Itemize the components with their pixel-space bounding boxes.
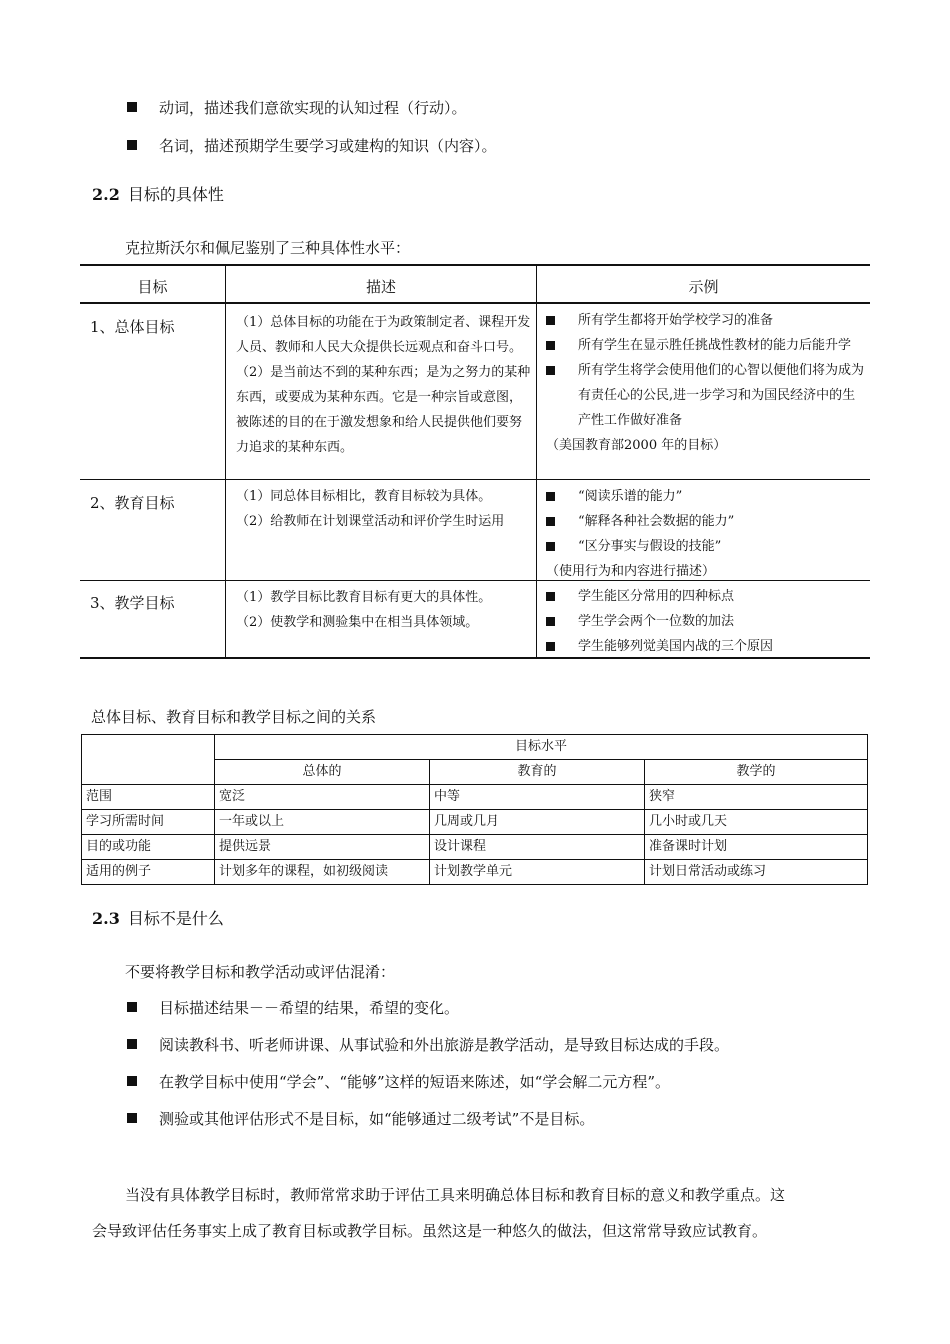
bullet-text: 在教学目标中使用“学会”、“能够”这样的短语来陈述，如“学会解二元方程”。	[159, 1073, 671, 1091]
row-label: 范围	[82, 785, 215, 810]
closing-paragraph-line: 会导致评估任务事实上成了教育目标或教学目标。虽然这是一种悠久的做法，但这常常导致应试教育。	[92, 1222, 768, 1240]
section-bullet	[127, 1035, 729, 1055]
section-number: 2.2	[92, 185, 120, 204]
example-item: “阅读乐谱的能力”	[578, 489, 683, 504]
table-cell: 计划教学单元	[430, 860, 645, 885]
description-cell	[236, 484, 534, 534]
row-label: 适用的例子	[82, 860, 215, 885]
group-header: 目标水平	[215, 735, 868, 760]
table-cell: 几小时或几天	[645, 810, 868, 835]
table-cell: 计划多年的课程，如初级阅读	[215, 860, 430, 885]
table-header-description: 描述	[365, 278, 396, 296]
description-item: （2）是当前达不到的某种东西；是为之努力的某种东西，或要成为某种东西。它是一种宗旨或意图，被陈述的目的在于激发想象和给人民提供他们要努力追求的某种东西。	[236, 365, 531, 455]
section-heading-2-3	[92, 908, 224, 930]
intro-bullet	[127, 98, 467, 118]
example-cell	[546, 484, 866, 584]
section-intro: 克拉斯沃尔和佩尼鉴别了三种具体性水平：	[125, 239, 411, 257]
table-header-example: 示例	[688, 278, 719, 296]
goal-level-comparison-table	[81, 734, 868, 885]
table-cell: 一年或以上	[215, 810, 430, 835]
square-bullet-icon	[546, 366, 555, 375]
section-title: 目标的具体性	[127, 185, 224, 204]
square-bullet-icon	[127, 1113, 137, 1123]
table-cell: 中等	[430, 785, 645, 810]
empty-corner-cell	[82, 735, 215, 785]
section-bullet	[127, 1072, 670, 1092]
example-cell	[546, 584, 866, 659]
square-bullet-icon	[546, 592, 555, 601]
table-cell: 准备课时计划	[645, 835, 868, 860]
square-bullet-icon	[546, 642, 555, 651]
section-bullet	[127, 1109, 594, 1129]
bullet-text: 动词，描述我们意欲实现的认知过程（行动）。	[159, 99, 467, 117]
example-item: 所有学生在显示胜任挑战性教材的能力后能升学	[578, 338, 852, 353]
square-bullet-icon	[546, 316, 555, 325]
goal-cell: 1、总体目标	[90, 318, 175, 336]
goal-cell: 3、教学目标	[90, 594, 175, 612]
description-item: （1）同总体目标相比，教育目标较为具体。	[236, 489, 492, 504]
bullet-text: 名词，描述预期学生要学习或建构的知识（内容）。	[159, 137, 497, 155]
description-item: （1）教学目标比教育目标有更大的具体性。	[236, 590, 492, 605]
bullet-text: 测验或其他评估形式不是目标，如“能够通过二级考试”不是目标。	[159, 1110, 595, 1128]
table-row	[82, 785, 868, 810]
table-cell: 宽泛	[215, 785, 430, 810]
example-item: 所有学生将学会使用他们的心智以便他们将为成为有责任心的公民,进一步学习和为国民经济中的生产性工作做好准备	[578, 363, 865, 428]
bullet-text: 目标描述结果－－希望的结果，希望的变化。	[159, 999, 460, 1017]
section-number: 2.3	[92, 909, 120, 928]
square-bullet-icon	[546, 517, 555, 526]
table-cell: 狭窄	[645, 785, 868, 810]
square-bullet-icon	[127, 1002, 137, 1012]
description-item: （2）给教师在计划课堂活动和评价学生时运用	[236, 514, 505, 529]
square-bullet-icon	[127, 102, 137, 112]
square-bullet-icon	[127, 1039, 137, 1049]
description-cell	[236, 310, 534, 460]
example-item: 所有学生都将开始学校学习的准备	[578, 313, 774, 328]
example-cell	[546, 308, 866, 458]
example-note: （美国教育部2000 年的目标）	[546, 438, 727, 453]
description-cell	[236, 585, 534, 635]
row-label: 目的或功能	[82, 835, 215, 860]
table-header-goal: 目标	[137, 278, 168, 296]
description-item: （2）使教学和测验集中在相当具体领域。	[236, 615, 479, 630]
section-heading-2-2	[92, 184, 224, 206]
row-label: 学习所需时间	[82, 810, 215, 835]
example-item: “区分事实与假设的技能”	[578, 539, 722, 554]
bullet-text: 阅读教科书、听老师讲课、从事试验和外出旅游是教学活动，是导致目标达成的手段。	[159, 1036, 730, 1054]
section-title: 目标不是什么	[127, 909, 224, 928]
intro-bullet	[127, 136, 497, 156]
closing-paragraph-line: 当没有具体教学目标时，教师常常求助于评估工具来明确总体目标和教育目标的意义和教学重点。这	[125, 1186, 786, 1204]
table-caption: 总体目标、教育目标和教学目标之间的关系	[91, 708, 377, 726]
square-bullet-icon	[546, 492, 555, 501]
table-row	[82, 810, 868, 835]
table-cell: 计划日常活动或练习	[645, 860, 868, 885]
table-row	[82, 860, 868, 885]
square-bullet-icon	[127, 140, 137, 150]
section-intro: 不要将教学目标和教学活动或评估混淆：	[125, 963, 396, 981]
description-item: （1）总体目标的功能在于为政策制定者、课程开发人员、教师和人民大众提供长远观点和奋斗口号。	[236, 315, 531, 355]
table-cell: 提供远景	[215, 835, 430, 860]
column-header: 教学的	[645, 760, 868, 785]
square-bullet-icon	[546, 341, 555, 350]
example-note: （使用行为和内容进行描述）	[546, 564, 716, 579]
goal-cell: 2、教育目标	[90, 494, 175, 512]
square-bullet-icon	[546, 542, 555, 551]
example-item: “解释各种社会数据的能力”	[578, 514, 735, 529]
example-item: 学生能区分常用的四种标点	[578, 589, 735, 604]
table-row	[82, 835, 868, 860]
section-bullet	[127, 998, 459, 1018]
square-bullet-icon	[546, 617, 555, 626]
column-header: 教育的	[430, 760, 645, 785]
square-bullet-icon	[127, 1076, 137, 1086]
table-cell: 设计课程	[430, 835, 645, 860]
column-header: 总体的	[215, 760, 430, 785]
table-cell: 几周或几月	[430, 810, 645, 835]
example-item: 学生学会两个一位数的加法	[578, 614, 735, 629]
example-item: 学生能够列觉美国内战的三个原因	[578, 639, 774, 654]
